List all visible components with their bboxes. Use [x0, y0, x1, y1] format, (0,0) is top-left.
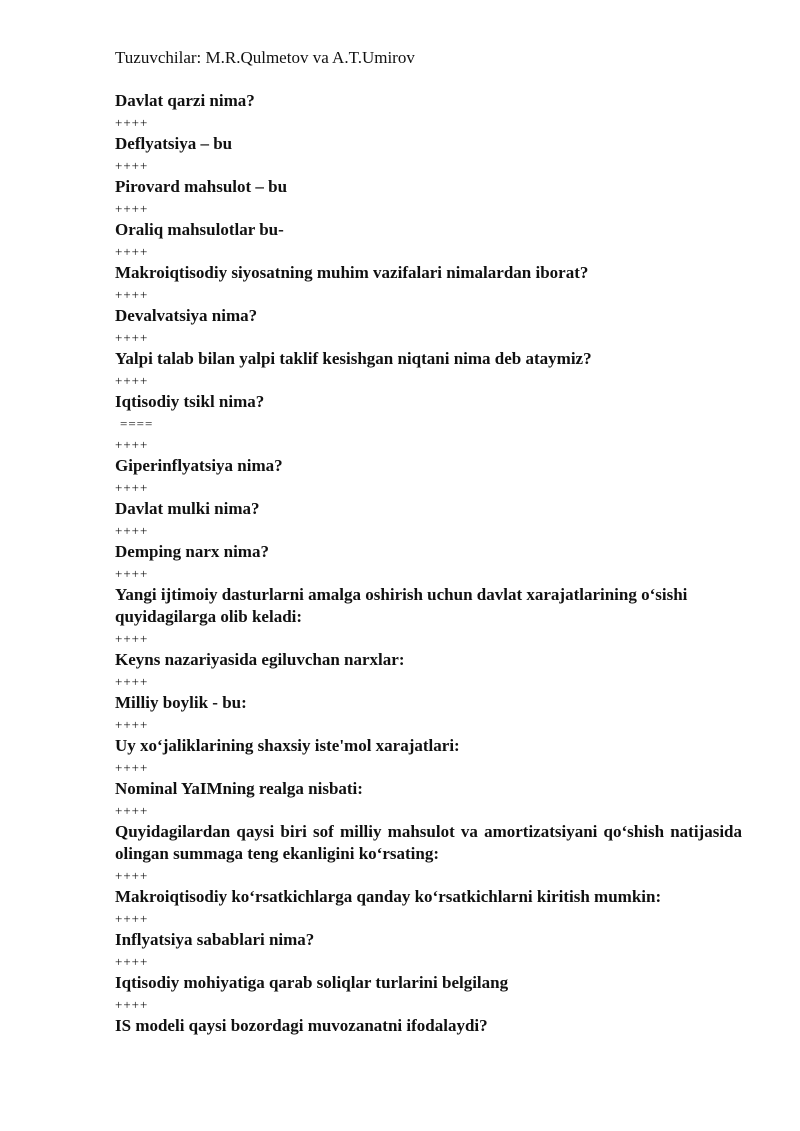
- option-separator: ++++: [115, 717, 149, 732]
- question-text: Inflyatsiya sabablari nima?: [115, 930, 315, 949]
- option-separator: ++++: [115, 911, 149, 926]
- question-text: Deflyatsiya – bu: [115, 134, 233, 153]
- question-text: Uy xo‘jaliklarining shaxsiy iste'mol xarajatlari:: [115, 736, 460, 755]
- option-separator: ++++: [115, 760, 149, 775]
- option-separator: ++++: [115, 158, 149, 173]
- question-text: Milliy boylik - bu:: [115, 693, 247, 712]
- option-separator: ++++: [115, 523, 149, 538]
- question-text: Devalvatsiya nima?: [115, 306, 258, 325]
- question-text: Iqtisodiy mohiyatiga qarab soliqlar turlarini belgilang: [115, 973, 509, 992]
- option-separator: ++++: [115, 201, 149, 216]
- question-text: Giperinflyatsiya nima?: [115, 456, 283, 475]
- question-text: Nominal YaIMning realga nisbati:: [115, 779, 363, 798]
- option-separator: ++++: [115, 115, 149, 130]
- question-text: Quyidagilardan qaysi biri sof milliy mahsulot va amortizatsiyani qo‘shish natijasida olingan summaga teng ekanligini ko‘rsating:: [115, 822, 742, 863]
- option-separator: ++++: [115, 631, 149, 646]
- question-text: Keyns nazariyasida egiluvchan narxlar:: [115, 650, 405, 669]
- question-text: IS modeli qaysi bozordagi muvozanatni ifodalaydi?: [115, 1016, 488, 1035]
- question-text: Davlat qarzi nima?: [115, 91, 255, 110]
- option-separator: ++++: [115, 674, 149, 689]
- option-separator: ++++: [115, 287, 149, 302]
- option-separator: ++++: [115, 954, 149, 969]
- option-separator: ++++: [115, 244, 149, 259]
- page-header: Tuzuvchilar: M.R.Qulmetov va A.T.Umirov: [115, 48, 415, 67]
- option-separator: ++++: [115, 437, 149, 452]
- option-separator: ++++: [115, 480, 149, 495]
- option-separator: ++++: [115, 330, 149, 345]
- question-text: Oraliq mahsulotlar bu-: [115, 220, 284, 239]
- option-separator: ++++: [115, 803, 149, 818]
- question-list: [115, 90, 742, 1037]
- question-text: Demping narx nima?: [115, 542, 269, 561]
- question-text: Pirovard mahsulot – bu: [115, 177, 288, 196]
- question-text: Makroiqtisodiy siyosatning muhim vazifalari nimalardan iborat?: [115, 263, 589, 282]
- question-text: Yangi ijtimoiy dasturlarni amalga oshirish uchun davlat xarajatlarining o‘sishi quyidagilarga olib keladi:: [115, 585, 688, 626]
- option-separator: ++++: [115, 373, 149, 388]
- option-separator: ++++: [115, 997, 149, 1012]
- option-separator: ++++: [115, 868, 149, 883]
- option-separator: ++++: [115, 566, 149, 581]
- question-text: Iqtisodiy tsikl nima?: [115, 392, 265, 411]
- question-text: Davlat mulki nima?: [115, 499, 260, 518]
- question-text: Makroiqtisodiy ko‘rsatkichlarga qanday ko‘rsatkichlarni kiritish mumkin:: [115, 887, 662, 906]
- question-text: Yalpi talab bilan yalpi taklif kesishgan niqtani nima deb ataymiz?: [115, 349, 592, 368]
- answer-separator: ====: [120, 416, 154, 431]
